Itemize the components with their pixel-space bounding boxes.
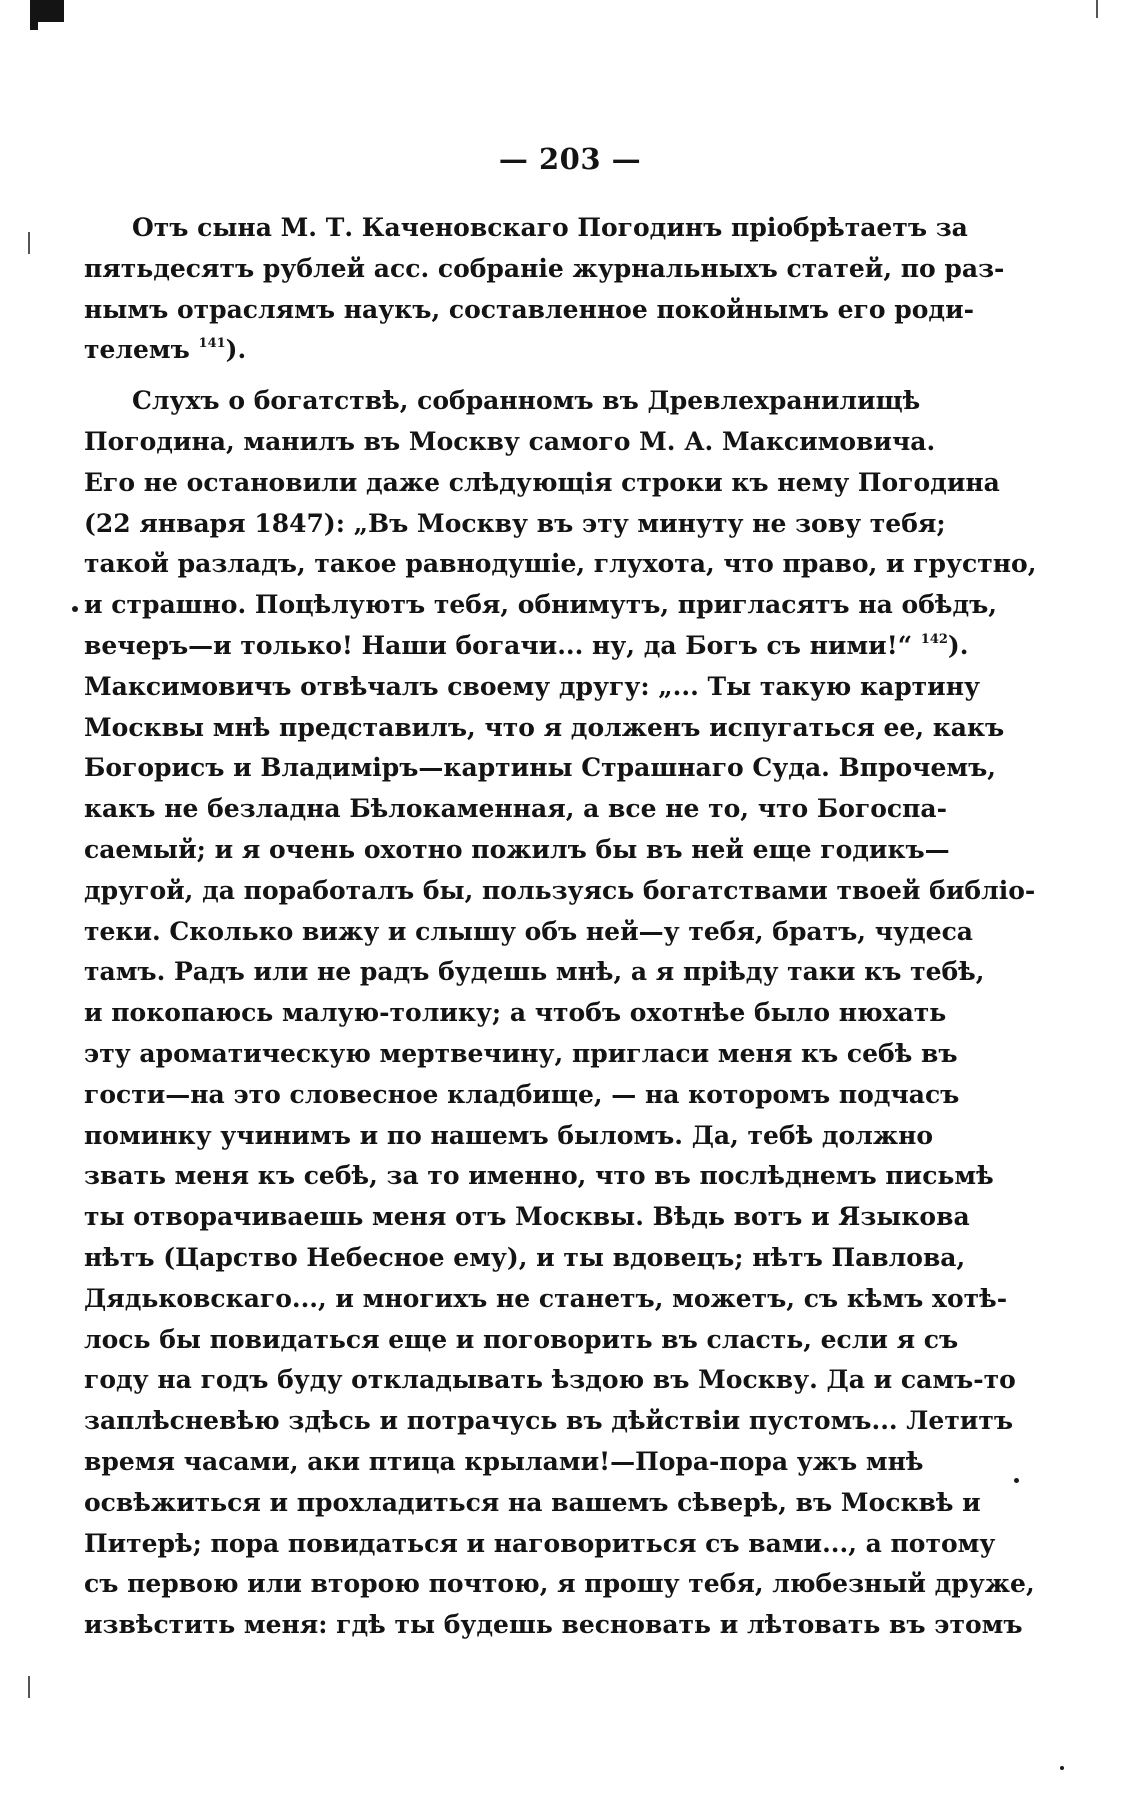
scan-edge-mark — [1096, 0, 1098, 18]
text-line — [84, 1075, 960, 1116]
text-line-content: освѣжиться и прохладиться на вашемъ сѣверѣ, въ Москвѣ и — [84, 1487, 981, 1517]
text-line — [84, 626, 969, 667]
text-line-content: теки. Сколько вижу и слышу объ ней—у тебя, братъ, чудеса — [84, 916, 974, 946]
text-line-content: Его не остановили даже слѣдующія строки къ нему Погодина — [84, 467, 1000, 497]
text-line-content: такой разладъ, такое равнодушіе, глухота, что право, и грустно, — [84, 549, 1037, 579]
text-line-content: лось бы повидаться еще и поговорить въ сласть, если я съ — [84, 1324, 959, 1354]
text-line — [84, 912, 974, 953]
text-line — [84, 1483, 981, 1524]
text-line-content: заплѣсневѣю здѣсь и потрачусь въ дѣйствіи пустомъ... Летитъ — [84, 1406, 1014, 1436]
text-line-content: другой, да поработалъ бы, пользуясь богатствами твоей библіо- — [84, 875, 1036, 905]
scan-speck — [72, 606, 78, 612]
text-line-content: гости—на это словесное кладбище, — на которомъ подчасъ — [84, 1079, 960, 1109]
text-line-content: нымъ отраслямъ наукъ, составленное покойнымъ его роди- — [84, 294, 974, 324]
text-line — [84, 1564, 1035, 1605]
text-line — [84, 993, 947, 1034]
footnote-marker: 142 — [920, 631, 948, 647]
text-line-content: Слухъ о богатствѣ, собранномъ въ Древлехранилищѣ — [132, 386, 921, 416]
text-line — [84, 1279, 1008, 1320]
text-line — [84, 585, 997, 626]
text-line — [84, 1034, 958, 1075]
text-line — [84, 1401, 1014, 1442]
text-line-content: нѣтъ (Царство Небесное ему), и ты вдовецъ; нѣтъ Павлова, — [84, 1242, 966, 1272]
text-line-content: и страшно. Поцѣлуютъ тебя, обнимутъ, пригласятъ на обѣдъ, — [84, 590, 997, 620]
text-line — [84, 952, 985, 993]
text-line — [84, 1605, 1023, 1646]
text-line-content: и покопаюсь малую-толику; а чтобъ охотнѣе было нюхать — [84, 998, 947, 1028]
text-line-content: звать меня къ себѣ, за то именно, что въ послѣднемъ письмѣ — [84, 1161, 994, 1191]
text-line-content: году на годъ буду откладывать ѣздою въ Москву. Да и самъ-то — [84, 1365, 1016, 1395]
text-line-tail: ). — [947, 630, 969, 660]
footnote-marker: 141 — [198, 336, 226, 352]
text-line — [84, 1320, 959, 1361]
text-line — [84, 504, 946, 545]
text-line-content: пятьдесятъ рублей асс. собраніе журнальныхъ статей, по раз- — [84, 253, 1005, 283]
text-line-content: Питерѣ; пора повидаться и наговориться съ вами..., а потому — [84, 1528, 996, 1558]
text-line-content: (22 января 1847): „Въ Москву въ эту минуту не зову тебя; — [84, 508, 946, 538]
text-line-content: Москвы мнѣ представилъ, что я долженъ испугаться ее, какъ — [84, 712, 1005, 742]
text-line-content: Богорисъ и Владиміръ—картины Страшнаго Суда. Впрочемъ, — [84, 753, 996, 783]
text-line — [84, 748, 996, 789]
text-line — [84, 708, 1005, 749]
text-line — [84, 1360, 1016, 1401]
text-line — [84, 1156, 994, 1197]
text-line-content: Отъ сына М. Т. Каченовскаго Погодинъ пріобрѣтаетъ за — [132, 213, 968, 242]
text-line-content: съ первою или второю почтою, я прошу тебя, любезный друже, — [84, 1569, 1035, 1599]
text-line — [84, 871, 1036, 912]
scan-edge-mark — [28, 1676, 30, 1698]
scan-speck — [1014, 1478, 1019, 1483]
text-line-content: Максимовичъ отвѣчалъ своему другу: „... Ты такую картину — [84, 671, 981, 701]
text-line-tail: ). — [225, 335, 247, 365]
text-line-content: Погодина, манилъ въ Москву самого М. А. Максимовича. — [84, 426, 936, 456]
text-line — [84, 381, 921, 422]
text-line-content: тамъ. Радъ или не радъ будешь мнѣ, а я пріѣду таки къ тебѣ, — [84, 957, 985, 987]
text-line — [84, 667, 981, 708]
text-line-content: телемъ — [84, 335, 199, 365]
scan-artifact-corner-tail — [30, 18, 38, 30]
text-line — [84, 290, 974, 331]
text-line-content: какъ не безладна Бѣлокаменная, а все не то, что Богоспа- — [84, 794, 947, 824]
body-text — [84, 208, 1037, 1646]
text-line-content: эту ароматическую мертвечину, пригласи меня къ себѣ въ — [84, 1038, 958, 1068]
text-line — [84, 1238, 966, 1279]
text-line-content: время часами, аки птица крылами!—Пора-пора ужъ мнѣ — [84, 1446, 924, 1476]
text-line-content: ты отворачиваешь меня отъ Москвы. Вѣдь вотъ и Языкова — [84, 1202, 970, 1232]
text-line — [84, 1524, 996, 1565]
text-line — [84, 544, 1037, 585]
scan-edge-mark — [28, 232, 30, 254]
page-number: — 203 — — [498, 142, 642, 176]
text-line-content: поминку учинимъ и по нашемъ быломъ. Да, тебѣ должно — [84, 1120, 934, 1150]
text-line-content: саемый; и я очень охотно пожилъ бы въ ней еще годикъ— — [84, 834, 950, 864]
text-line-content: Дядьковскаго..., и многихъ не станетъ, можетъ, съ кѣмъ хотѣ- — [84, 1283, 1008, 1313]
text-line — [84, 422, 936, 463]
text-line — [84, 1442, 924, 1483]
text-line — [84, 1116, 934, 1157]
text-line — [84, 208, 968, 249]
text-line — [84, 830, 950, 871]
text-line — [84, 1197, 970, 1238]
text-line — [84, 789, 947, 830]
scan-speck — [1060, 1766, 1064, 1770]
text-line — [84, 249, 1005, 290]
text-line — [84, 463, 1000, 504]
text-line-content: извѣстить меня: гдѣ ты будешь весновать и лѣтовать въ этомъ — [84, 1610, 1023, 1640]
text-line — [84, 330, 916, 371]
text-line-content: вечеръ—и только! Наши богачи... ну, да Богъ съ ними!“ — [84, 630, 921, 660]
